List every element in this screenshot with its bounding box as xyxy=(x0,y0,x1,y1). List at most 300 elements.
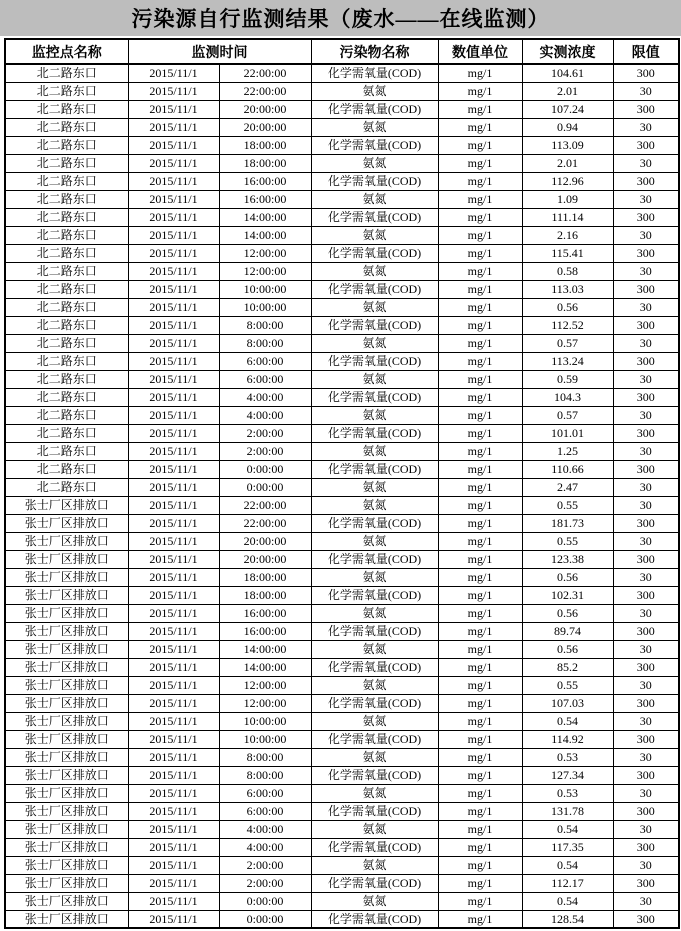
unit-cell: mg/1 xyxy=(438,712,522,730)
table-row xyxy=(5,226,679,244)
date-cell: 2015/11/1 xyxy=(128,82,219,100)
pollutant-cell: 化学需氧量(COD) xyxy=(311,838,438,856)
unit-cell: mg/1 xyxy=(438,406,522,424)
limit-cell: 30 xyxy=(613,334,679,352)
time-cell: 12:00:00 xyxy=(219,262,311,280)
date-cell: 2015/11/1 xyxy=(128,676,219,694)
table-row xyxy=(5,370,679,388)
date-cell: 2015/11/1 xyxy=(128,298,219,316)
site-cell: 北二路东口 xyxy=(5,226,128,244)
pollutant-cell: 氨氮 xyxy=(311,154,438,172)
table-row xyxy=(5,874,679,892)
date-cell: 2015/11/1 xyxy=(128,208,219,226)
table-header xyxy=(5,39,679,64)
unit-cell: mg/1 xyxy=(438,604,522,622)
limit-cell: 30 xyxy=(613,856,679,874)
unit-cell: mg/1 xyxy=(438,208,522,226)
measured-cell: 113.09 xyxy=(522,136,613,154)
unit-cell: mg/1 xyxy=(438,892,522,910)
date-cell: 2015/11/1 xyxy=(128,424,219,442)
site-cell: 北二路东口 xyxy=(5,388,128,406)
table-row xyxy=(5,496,679,514)
date-cell: 2015/11/1 xyxy=(128,172,219,190)
unit-cell: mg/1 xyxy=(438,550,522,568)
limit-cell: 300 xyxy=(613,874,679,892)
limit-cell: 300 xyxy=(613,838,679,856)
table-row xyxy=(5,82,679,100)
date-cell: 2015/11/1 xyxy=(128,838,219,856)
measured-cell: 0.59 xyxy=(522,370,613,388)
site-cell: 北二路东口 xyxy=(5,370,128,388)
limit-cell: 300 xyxy=(613,208,679,226)
time-cell: 14:00:00 xyxy=(219,640,311,658)
pollutant-cell: 氨氮 xyxy=(311,298,438,316)
measured-cell: 102.31 xyxy=(522,586,613,604)
pollutant-cell: 氨氮 xyxy=(311,532,438,550)
table-row xyxy=(5,406,679,424)
time-cell: 16:00:00 xyxy=(219,172,311,190)
limit-cell: 30 xyxy=(613,118,679,136)
limit-cell: 300 xyxy=(613,586,679,604)
measured-cell: 85.2 xyxy=(522,658,613,676)
table-row xyxy=(5,244,679,262)
time-cell: 4:00:00 xyxy=(219,820,311,838)
unit-cell: mg/1 xyxy=(438,82,522,100)
date-cell: 2015/11/1 xyxy=(128,388,219,406)
table-row xyxy=(5,640,679,658)
site-cell: 北二路东口 xyxy=(5,262,128,280)
limit-cell: 30 xyxy=(613,406,679,424)
unit-cell: mg/1 xyxy=(438,514,522,532)
site-cell: 张士厂区排放口 xyxy=(5,802,128,820)
site-cell: 北二路东口 xyxy=(5,154,128,172)
limit-cell: 30 xyxy=(613,190,679,208)
time-cell: 18:00:00 xyxy=(219,136,311,154)
time-cell: 18:00:00 xyxy=(219,154,311,172)
unit-cell: mg/1 xyxy=(438,676,522,694)
measured-cell: 2.47 xyxy=(522,478,613,496)
limit-cell: 300 xyxy=(613,694,679,712)
table-row xyxy=(5,352,679,370)
unit-cell: mg/1 xyxy=(438,802,522,820)
site-cell: 张士厂区排放口 xyxy=(5,856,128,874)
site-cell: 北二路东口 xyxy=(5,352,128,370)
limit-cell: 30 xyxy=(613,478,679,496)
header-site: 监控点名称 xyxy=(5,39,128,64)
table-row xyxy=(5,100,679,118)
time-cell: 8:00:00 xyxy=(219,334,311,352)
measured-cell: 101.01 xyxy=(522,424,613,442)
pollutant-cell: 化学需氧量(COD) xyxy=(311,910,438,928)
site-cell: 张士厂区排放口 xyxy=(5,874,128,892)
table-row xyxy=(5,262,679,280)
measured-cell: 2.16 xyxy=(522,226,613,244)
table-row xyxy=(5,748,679,766)
pollutant-cell: 化学需氧量(COD) xyxy=(311,316,438,334)
date-cell: 2015/11/1 xyxy=(128,244,219,262)
table-row xyxy=(5,712,679,730)
limit-cell: 300 xyxy=(613,388,679,406)
site-cell: 张士厂区排放口 xyxy=(5,550,128,568)
measured-cell: 89.74 xyxy=(522,622,613,640)
site-cell: 张士厂区排放口 xyxy=(5,496,128,514)
site-cell: 张士厂区排放口 xyxy=(5,622,128,640)
pollutant-cell: 氨氮 xyxy=(311,640,438,658)
measured-cell: 0.55 xyxy=(522,676,613,694)
table-row xyxy=(5,64,679,82)
limit-cell: 30 xyxy=(613,892,679,910)
measured-cell: 115.41 xyxy=(522,244,613,262)
date-cell: 2015/11/1 xyxy=(128,586,219,604)
date-cell: 2015/11/1 xyxy=(128,802,219,820)
measured-cell: 0.56 xyxy=(522,298,613,316)
measured-cell: 0.56 xyxy=(522,604,613,622)
time-cell: 22:00:00 xyxy=(219,82,311,100)
table-row xyxy=(5,532,679,550)
table-row xyxy=(5,514,679,532)
pollutant-cell: 氨氮 xyxy=(311,262,438,280)
unit-cell: mg/1 xyxy=(438,658,522,676)
unit-cell: mg/1 xyxy=(438,442,522,460)
limit-cell: 300 xyxy=(613,424,679,442)
title-band xyxy=(0,0,681,36)
unit-cell: mg/1 xyxy=(438,766,522,784)
time-cell: 18:00:00 xyxy=(219,568,311,586)
table-row xyxy=(5,172,679,190)
site-cell: 张士厂区排放口 xyxy=(5,748,128,766)
date-cell: 2015/11/1 xyxy=(128,532,219,550)
site-cell: 张士厂区排放口 xyxy=(5,712,128,730)
unit-cell: mg/1 xyxy=(438,262,522,280)
unit-cell: mg/1 xyxy=(438,586,522,604)
date-cell: 2015/11/1 xyxy=(128,856,219,874)
table-row xyxy=(5,190,679,208)
measured-cell: 1.25 xyxy=(522,442,613,460)
unit-cell: mg/1 xyxy=(438,478,522,496)
pollutant-cell: 氨氮 xyxy=(311,478,438,496)
pollutant-cell: 氨氮 xyxy=(311,226,438,244)
limit-cell: 300 xyxy=(613,352,679,370)
time-cell: 22:00:00 xyxy=(219,496,311,514)
table-row xyxy=(5,208,679,226)
site-cell: 张士厂区排放口 xyxy=(5,766,128,784)
date-cell: 2015/11/1 xyxy=(128,478,219,496)
pollutant-cell: 氨氮 xyxy=(311,856,438,874)
site-cell: 北二路东口 xyxy=(5,460,128,478)
time-cell: 6:00:00 xyxy=(219,784,311,802)
unit-cell: mg/1 xyxy=(438,118,522,136)
date-cell: 2015/11/1 xyxy=(128,784,219,802)
measured-cell: 0.57 xyxy=(522,334,613,352)
time-cell: 0:00:00 xyxy=(219,910,311,928)
time-cell: 14:00:00 xyxy=(219,208,311,226)
time-cell: 2:00:00 xyxy=(219,424,311,442)
measured-cell: 123.38 xyxy=(522,550,613,568)
unit-cell: mg/1 xyxy=(438,100,522,118)
pollutant-cell: 化学需氧量(COD) xyxy=(311,424,438,442)
pollutant-cell: 化学需氧量(COD) xyxy=(311,622,438,640)
page-title: 污染源自行监测结果（废水——在线监测） xyxy=(131,7,550,31)
site-cell: 张士厂区排放口 xyxy=(5,694,128,712)
limit-cell: 30 xyxy=(613,676,679,694)
unit-cell: mg/1 xyxy=(438,496,522,514)
time-cell: 12:00:00 xyxy=(219,694,311,712)
limit-cell: 300 xyxy=(613,622,679,640)
time-cell: 20:00:00 xyxy=(219,532,311,550)
unit-cell: mg/1 xyxy=(438,298,522,316)
table-row xyxy=(5,550,679,568)
time-cell: 14:00:00 xyxy=(219,226,311,244)
pollutant-cell: 化学需氧量(COD) xyxy=(311,550,438,568)
time-cell: 4:00:00 xyxy=(219,838,311,856)
pollutant-cell: 氨氮 xyxy=(311,118,438,136)
time-cell: 22:00:00 xyxy=(219,64,311,82)
table-row xyxy=(5,478,679,496)
date-cell: 2015/11/1 xyxy=(128,892,219,910)
table-row xyxy=(5,622,679,640)
time-cell: 16:00:00 xyxy=(219,604,311,622)
site-cell: 张士厂区排放口 xyxy=(5,820,128,838)
table-row xyxy=(5,316,679,334)
pollutant-cell: 氨氮 xyxy=(311,676,438,694)
time-cell: 2:00:00 xyxy=(219,442,311,460)
limit-cell: 300 xyxy=(613,100,679,118)
table-row xyxy=(5,334,679,352)
table-row xyxy=(5,442,679,460)
measured-cell: 112.96 xyxy=(522,172,613,190)
measured-cell: 0.53 xyxy=(522,748,613,766)
table-row xyxy=(5,892,679,910)
unit-cell: mg/1 xyxy=(438,532,522,550)
time-cell: 2:00:00 xyxy=(219,874,311,892)
unit-cell: mg/1 xyxy=(438,334,522,352)
limit-cell: 300 xyxy=(613,766,679,784)
time-cell: 8:00:00 xyxy=(219,316,311,334)
table-row xyxy=(5,424,679,442)
measured-cell: 117.35 xyxy=(522,838,613,856)
date-cell: 2015/11/1 xyxy=(128,136,219,154)
date-cell: 2015/11/1 xyxy=(128,874,219,892)
pollutant-cell: 氨氮 xyxy=(311,568,438,586)
time-cell: 10:00:00 xyxy=(219,730,311,748)
header-row xyxy=(5,39,679,64)
date-cell: 2015/11/1 xyxy=(128,910,219,928)
limit-cell: 300 xyxy=(613,316,679,334)
measured-cell: 0.57 xyxy=(522,406,613,424)
pollutant-cell: 氨氮 xyxy=(311,712,438,730)
pollutant-cell: 化学需氧量(COD) xyxy=(311,658,438,676)
table-row xyxy=(5,136,679,154)
limit-cell: 300 xyxy=(613,64,679,82)
unit-cell: mg/1 xyxy=(438,820,522,838)
table-row xyxy=(5,820,679,838)
limit-cell: 30 xyxy=(613,712,679,730)
limit-cell: 30 xyxy=(613,532,679,550)
time-cell: 6:00:00 xyxy=(219,802,311,820)
limit-cell: 30 xyxy=(613,262,679,280)
limit-cell: 300 xyxy=(613,730,679,748)
measured-cell: 0.53 xyxy=(522,784,613,802)
unit-cell: mg/1 xyxy=(438,838,522,856)
time-cell: 20:00:00 xyxy=(219,550,311,568)
pollutant-cell: 化学需氧量(COD) xyxy=(311,388,438,406)
date-cell: 2015/11/1 xyxy=(128,262,219,280)
site-cell: 北二路东口 xyxy=(5,298,128,316)
measured-cell: 2.01 xyxy=(522,82,613,100)
table-wrapper xyxy=(0,36,681,929)
date-cell: 2015/11/1 xyxy=(128,442,219,460)
pollutant-cell: 氨氮 xyxy=(311,748,438,766)
date-cell: 2015/11/1 xyxy=(128,316,219,334)
measured-cell: 0.54 xyxy=(522,820,613,838)
measured-cell: 112.17 xyxy=(522,874,613,892)
date-cell: 2015/11/1 xyxy=(128,730,219,748)
unit-cell: mg/1 xyxy=(438,730,522,748)
time-cell: 6:00:00 xyxy=(219,370,311,388)
site-cell: 张士厂区排放口 xyxy=(5,640,128,658)
time-cell: 4:00:00 xyxy=(219,388,311,406)
measured-cell: 0.56 xyxy=(522,568,613,586)
table-body xyxy=(5,64,679,928)
time-cell: 20:00:00 xyxy=(219,118,311,136)
pollutant-cell: 氨氮 xyxy=(311,370,438,388)
unit-cell: mg/1 xyxy=(438,910,522,928)
measured-cell: 0.55 xyxy=(522,496,613,514)
table-row xyxy=(5,388,679,406)
limit-cell: 300 xyxy=(613,658,679,676)
table-row xyxy=(5,784,679,802)
measured-cell: 181.73 xyxy=(522,514,613,532)
header-unit: 数值单位 xyxy=(438,39,522,64)
limit-cell: 30 xyxy=(613,784,679,802)
time-cell: 0:00:00 xyxy=(219,478,311,496)
site-cell: 北二路东口 xyxy=(5,208,128,226)
date-cell: 2015/11/1 xyxy=(128,496,219,514)
pollutant-cell: 化学需氧量(COD) xyxy=(311,766,438,784)
header-measured: 实测浓度 xyxy=(522,39,613,64)
site-cell: 张士厂区排放口 xyxy=(5,514,128,532)
table-row xyxy=(5,298,679,316)
date-cell: 2015/11/1 xyxy=(128,154,219,172)
site-cell: 北二路东口 xyxy=(5,190,128,208)
pollutant-cell: 化学需氧量(COD) xyxy=(311,352,438,370)
site-cell: 张士厂区排放口 xyxy=(5,892,128,910)
pollutant-cell: 氨氮 xyxy=(311,604,438,622)
time-cell: 0:00:00 xyxy=(219,460,311,478)
unit-cell: mg/1 xyxy=(438,640,522,658)
pollutant-cell: 氨氮 xyxy=(311,406,438,424)
measured-cell: 107.24 xyxy=(522,100,613,118)
table-row xyxy=(5,838,679,856)
date-cell: 2015/11/1 xyxy=(128,406,219,424)
monitoring-results-table xyxy=(4,38,680,929)
pollutant-cell: 氨氮 xyxy=(311,892,438,910)
header-limit: 限值 xyxy=(613,39,679,64)
measured-cell: 113.24 xyxy=(522,352,613,370)
pollutant-cell: 化学需氧量(COD) xyxy=(311,694,438,712)
unit-cell: mg/1 xyxy=(438,280,522,298)
date-cell: 2015/11/1 xyxy=(128,622,219,640)
date-cell: 2015/11/1 xyxy=(128,334,219,352)
site-cell: 张士厂区排放口 xyxy=(5,604,128,622)
limit-cell: 30 xyxy=(613,442,679,460)
limit-cell: 30 xyxy=(613,82,679,100)
date-cell: 2015/11/1 xyxy=(128,766,219,784)
table-row xyxy=(5,568,679,586)
pollutant-cell: 化学需氧量(COD) xyxy=(311,136,438,154)
measured-cell: 0.54 xyxy=(522,712,613,730)
time-cell: 8:00:00 xyxy=(219,748,311,766)
pollutant-cell: 化学需氧量(COD) xyxy=(311,208,438,226)
time-cell: 18:00:00 xyxy=(219,586,311,604)
date-cell: 2015/11/1 xyxy=(128,280,219,298)
unit-cell: mg/1 xyxy=(438,622,522,640)
measured-cell: 0.56 xyxy=(522,640,613,658)
measured-cell: 0.94 xyxy=(522,118,613,136)
pollutant-cell: 化学需氧量(COD) xyxy=(311,64,438,82)
date-cell: 2015/11/1 xyxy=(128,658,219,676)
limit-cell: 300 xyxy=(613,802,679,820)
site-cell: 张士厂区排放口 xyxy=(5,658,128,676)
time-cell: 4:00:00 xyxy=(219,406,311,424)
date-cell: 2015/11/1 xyxy=(128,118,219,136)
pollutant-cell: 氨氮 xyxy=(311,82,438,100)
header-time: 监测时间 xyxy=(128,39,311,64)
measured-cell: 0.54 xyxy=(522,892,613,910)
unit-cell: mg/1 xyxy=(438,370,522,388)
table-row xyxy=(5,586,679,604)
site-cell: 张士厂区排放口 xyxy=(5,910,128,928)
unit-cell: mg/1 xyxy=(438,856,522,874)
date-cell: 2015/11/1 xyxy=(128,640,219,658)
pollutant-cell: 化学需氧量(COD) xyxy=(311,460,438,478)
measured-cell: 111.14 xyxy=(522,208,613,226)
site-cell: 北二路东口 xyxy=(5,100,128,118)
date-cell: 2015/11/1 xyxy=(128,712,219,730)
time-cell: 12:00:00 xyxy=(219,676,311,694)
date-cell: 2015/11/1 xyxy=(128,352,219,370)
site-cell: 北二路东口 xyxy=(5,136,128,154)
pollutant-cell: 氨氮 xyxy=(311,190,438,208)
table-row xyxy=(5,766,679,784)
site-cell: 北二路东口 xyxy=(5,334,128,352)
unit-cell: mg/1 xyxy=(438,172,522,190)
measured-cell: 128.54 xyxy=(522,910,613,928)
site-cell: 张士厂区排放口 xyxy=(5,784,128,802)
table-row xyxy=(5,118,679,136)
table-row xyxy=(5,730,679,748)
site-cell: 张士厂区排放口 xyxy=(5,676,128,694)
pollutant-cell: 氨氮 xyxy=(311,820,438,838)
pollutant-cell: 化学需氧量(COD) xyxy=(311,100,438,118)
pollutant-cell: 化学需氧量(COD) xyxy=(311,802,438,820)
table-row xyxy=(5,856,679,874)
unit-cell: mg/1 xyxy=(438,874,522,892)
limit-cell: 30 xyxy=(613,370,679,388)
pollutant-cell: 化学需氧量(COD) xyxy=(311,514,438,532)
limit-cell: 300 xyxy=(613,280,679,298)
time-cell: 6:00:00 xyxy=(219,352,311,370)
pollutant-cell: 化学需氧量(COD) xyxy=(311,730,438,748)
site-cell: 北二路东口 xyxy=(5,172,128,190)
time-cell: 16:00:00 xyxy=(219,190,311,208)
measured-cell: 1.09 xyxy=(522,190,613,208)
measured-cell: 131.78 xyxy=(522,802,613,820)
time-cell: 8:00:00 xyxy=(219,766,311,784)
site-cell: 北二路东口 xyxy=(5,442,128,460)
date-cell: 2015/11/1 xyxy=(128,604,219,622)
unit-cell: mg/1 xyxy=(438,316,522,334)
